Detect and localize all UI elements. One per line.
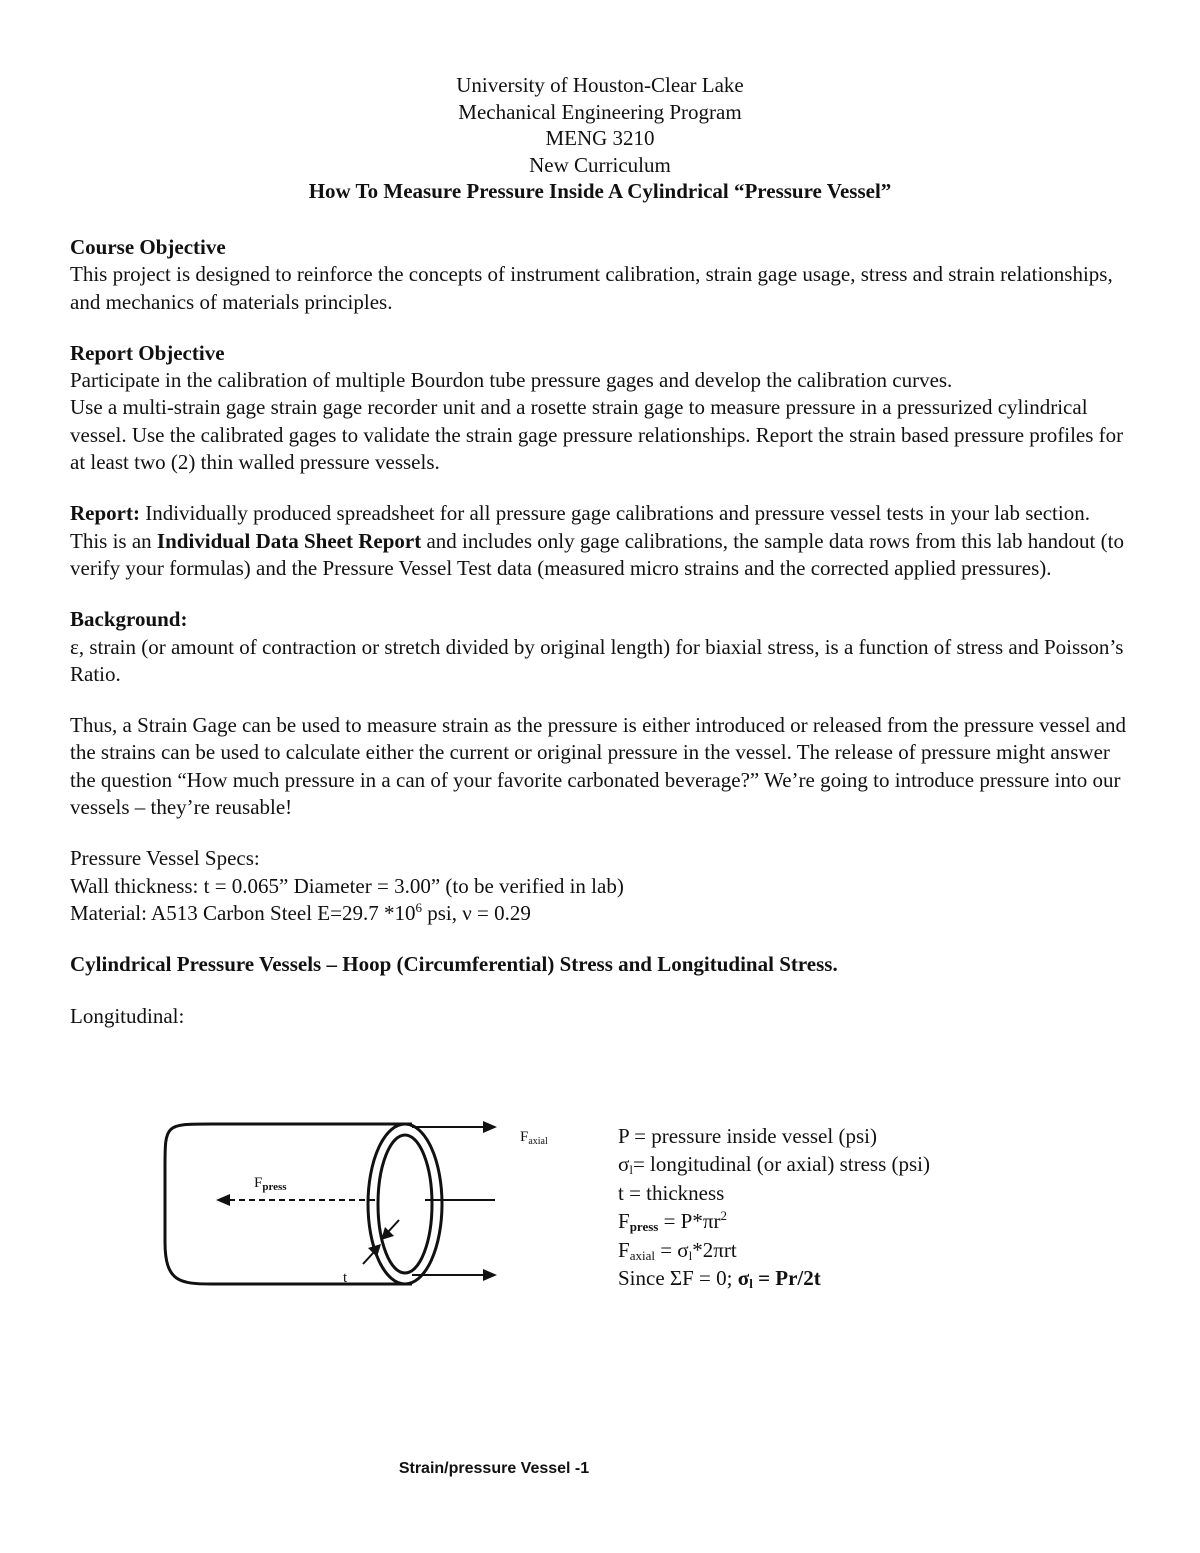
course-objective-text: This project is designed to reinforce the concepts of instrument calibration, strain gage usage, stress and strain relationships, and mechanics of materials principles.	[70, 262, 1113, 314]
cylinder-heading: Cylindrical Pressure Vessels – Hoop (Circumferential) Stress and Longitudinal Stress.	[70, 952, 838, 977]
report-objective-line2: Use a multi-strain gage strain gage recorder unit and a rosette strain gage to measure pressure in a pressurized cylindrical vessel. Use the calibrated gages to validate the strain gage pressure relationships. Report the strain based pressure profiles for at least two (2) thin walled pressure vessels.	[70, 395, 1124, 475]
longitudinal-formulas	[618, 1122, 930, 1292]
program-name: Mechanical Engineering Program	[458, 99, 742, 124]
report-text-a: Individually produced spreadsheet for all pressure gage calibrations and pressure vessel tests in your lab section. This is an	[70, 501, 1090, 553]
formula-pressure: P = pressure inside vessel (psi)	[618, 1124, 877, 1148]
pressure-arrow	[216, 1194, 230, 1206]
formula-faxial: $F_{axial} = \sigma_l*2\pi rt$	[618, 1237, 737, 1263]
formula-sigma: $\sigma_l=$ longitudinal (or axial) stress (psi)	[618, 1152, 930, 1178]
axial-arrow-bottom	[483, 1269, 497, 1281]
report-objective-line1: Participate in the calibration of multiple Bourdon tube pressure gages and develop the calibration curves.	[70, 368, 953, 393]
axial-arrow-top	[483, 1121, 497, 1133]
specs-material: Material: A513 Carbon Steel E=29.7 $*10^6$ psi, ν = 0.29	[70, 899, 531, 925]
course-objective-heading: Course Objective	[70, 235, 226, 259]
course-code: MENG 3210	[545, 126, 655, 150]
specs-heading: Pressure Vessel Specs:	[70, 846, 260, 871]
thickness-label: t	[343, 1270, 348, 1286]
formula-fpress: $F_{press} = P*\pi r^2$	[618, 1208, 727, 1235]
specs-wall: Wall thickness: t = 0.065” Diameter = 3.00” (to be verified in lab)	[70, 873, 624, 898]
formula-result: Since ΣF = 0; $\sigma_l = Pr/2t$	[618, 1266, 821, 1292]
report-text-b: and includes only gage calibrations, the sample data rows from this lab handout (to verify your formulas) and the Pressure Vessel Test data (measured micro strains and the corrected applied pressures).	[70, 528, 1124, 580]
page-footer: Strain/pressure Vessel -1	[398, 1460, 590, 1477]
report-bold-text: Individual Data Sheet Report	[156, 528, 422, 553]
fpress-label: $F_{press}$	[254, 1175, 287, 1193]
report-paragraph	[70, 500, 1130, 582]
background-heading: Background:	[70, 607, 188, 632]
curriculum-label: New Curriculum	[529, 152, 671, 177]
faxial-label: $F_{axial}$	[520, 1129, 548, 1147]
document-body	[70, 234, 1130, 1030]
longitudinal-label: Longitudinal:	[70, 1003, 185, 1028]
cylinder-diagram	[150, 1112, 580, 1302]
report-objective-heading: Report Objective	[70, 340, 225, 365]
university-name: University of Houston-Clear Lake	[456, 73, 744, 97]
background-text-2: Thus, a Strain Gage can be used to measure strain as the pressure is either introduced or released from the pressure vessel and the strains can be used to calculate either the current or original pressure in the vessel. The release of pressure might answer the question “How much pressure in a can of your favorite carbonated beverage?” We’re going to introduce pressure into our vessels – they’re reusable!	[70, 713, 1127, 820]
background-text-1: ε, strain (or amount of contraction or stretch divided by original length) for biaxial stress, is a function of stress and Poisson’s Ratio.	[70, 634, 1124, 686]
cylinder-inner-ring	[378, 1135, 432, 1273]
cylinder-outline	[165, 1124, 412, 1284]
document-title: How To Measure Pressure Inside A Cylindrical “Pressure Vessel”	[308, 179, 892, 203]
document-header	[0, 72, 1200, 205]
report-label: Report:	[70, 501, 140, 526]
formula-thickness: t = thickness	[618, 1180, 725, 1205]
